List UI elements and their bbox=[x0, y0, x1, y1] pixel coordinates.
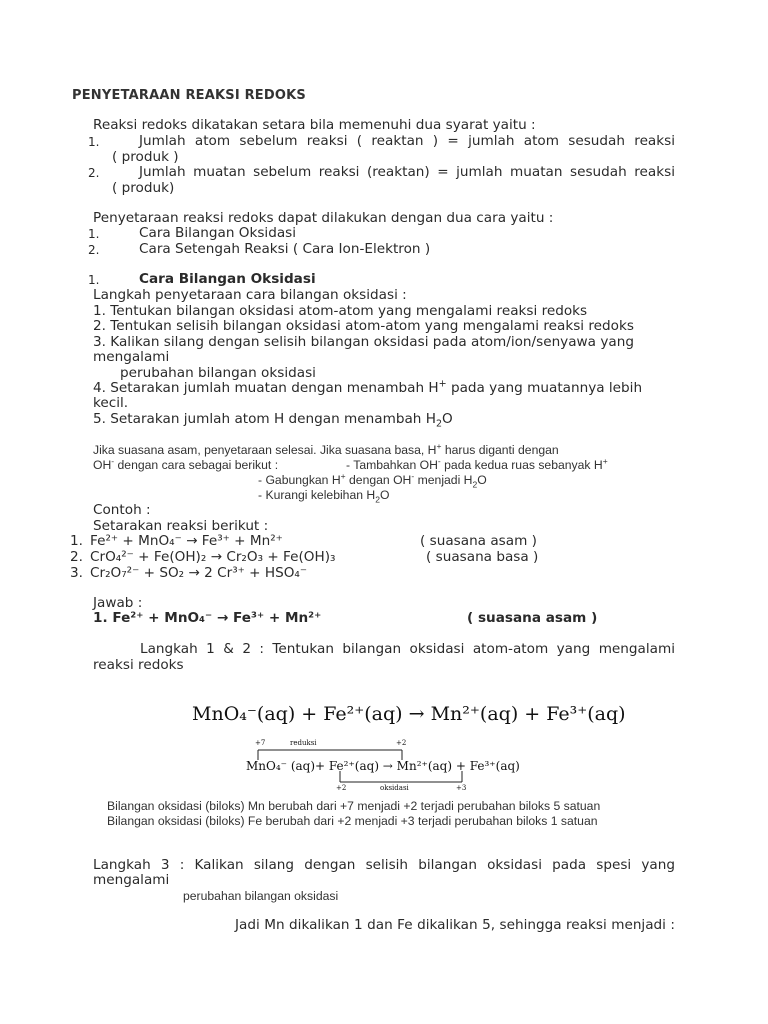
step-5: 5. Setarakan jumlah atom H dengan menambah $H_2O$ bbox=[93, 411, 453, 430]
jadi-text: Jadi Mn dikalikan 1 dan Fe dikalikan 5, sehingga reaksi menjadi : bbox=[235, 917, 675, 933]
step-4-line2: kecil. bbox=[93, 395, 129, 411]
reaction-num-1: 1. bbox=[70, 533, 83, 549]
langkah-intro: Langkah penyetaraan cara bilangan oksidasi : bbox=[93, 287, 407, 303]
reaction-1: Fe²⁺ + MnO₄⁻ → Fe³⁺ + Mn²⁺ bbox=[90, 533, 283, 549]
jawab-label: Jawab : bbox=[93, 595, 143, 611]
reaction-2-cond: ( suasana basa ) bbox=[426, 549, 539, 565]
syarat-2-line1: Jumlah muatan sebelum reaksi (reaktan) = jumlah muatan sesudah reaksi bbox=[139, 164, 675, 180]
step-3-line3: perubahan bilangan oksidasi bbox=[120, 365, 316, 381]
fe-ox-to: +3 bbox=[456, 784, 467, 792]
reaction-num-2: 2. bbox=[70, 549, 83, 565]
note-line4: - Kurangi kelebihan $H_2O$ bbox=[258, 488, 390, 505]
reduksi-label: reduksi bbox=[290, 739, 317, 747]
note-line3: - Gabungkan H+ dengan OH- menjadi $H_2O$ bbox=[258, 470, 487, 490]
section-num: 1. bbox=[88, 273, 100, 287]
cara-num-2: 2. bbox=[88, 243, 100, 257]
figure-equation-top: MnO₄⁻(aq) + Fe²⁺(aq) → Mn²⁺(aq) + Fe³⁺(aq) bbox=[192, 703, 626, 725]
note-line2a: OH- dengan cara sebagai berikut : bbox=[93, 455, 279, 472]
note-line1: Jika suasana asam, penyetaraan selesai. Jika suasana basa, H+ harus diganti dengan bbox=[93, 440, 559, 457]
fe-ox-from: +2 bbox=[336, 784, 347, 792]
syarat-1-line1: Jumlah atom sebelum reaksi ( reaktan ) = jumlah atom sesudah reaksi bbox=[139, 133, 675, 149]
step-1: 1. Tentukan bilangan oksidasi atom-atom yang mengalami reaksi redoks bbox=[93, 303, 588, 319]
step-3-line2: mengalami bbox=[93, 349, 170, 365]
langkah3-line3: perubahan bilangan oksidasi bbox=[183, 889, 339, 903]
reaction-1-cond: ( suasana asam ) bbox=[420, 533, 537, 549]
answer-1-cond: ( suasana asam ) bbox=[467, 610, 598, 626]
page-title: PENYETARAAN REAKSI REDOKS bbox=[72, 88, 306, 103]
cara-num-1: 1. bbox=[88, 227, 100, 241]
biloks-fe: Bilangan oksidasi (biloks) Fe berubah dari +2 menjadi +3 terjadi perubahan biloks 1 satuan bbox=[107, 814, 598, 828]
figure-equation-bottom: MnO₄⁻ (aq)+ Fe²⁺(aq) → Mn²⁺(aq) + Fe³⁺(aq) bbox=[246, 759, 520, 773]
syarat-1-line2: ( produk ) bbox=[112, 149, 179, 165]
mn-ox-from: +7 bbox=[255, 739, 266, 747]
section-heading: Cara Bilangan Oksidasi bbox=[139, 271, 316, 287]
oxidation-brackets bbox=[180, 690, 570, 800]
contoh-intro: Setarakan reaksi berikut : bbox=[93, 518, 269, 534]
reaction-2: CrO₄²⁻ + Fe(OH)₂ → Cr₂O₃ + Fe(OH)₃ bbox=[90, 549, 336, 565]
redox-figure bbox=[180, 690, 626, 800]
step-2: 2. Tentukan selisih bilangan oksidasi atom-atom yang mengalami reaksi redoks bbox=[93, 318, 634, 334]
step-4-line1: 4. Setarakan jumlah muatan dengan menambah H+ pada yang muatannya lebih bbox=[93, 378, 643, 396]
syarat-2-line2: ( produk) bbox=[112, 180, 175, 196]
syarat-num-1: 1. bbox=[88, 135, 100, 149]
contoh-label: Contoh : bbox=[93, 502, 151, 518]
answer-1-eq: 1. Fe²⁺ + MnO₄⁻ → Fe³⁺ + Mn²⁺ bbox=[93, 610, 322, 626]
cara-1: Cara Bilangan Oksidasi bbox=[139, 225, 297, 241]
langkah12-line2: reaksi redoks bbox=[93, 657, 184, 673]
cara-2: Cara Setengah Reaksi ( Cara Ion-Elektron ) bbox=[139, 241, 431, 257]
intro-text: Reaksi redoks dikatakan setara bila memenuhi dua syarat yaitu : bbox=[93, 117, 536, 133]
mn-ox-to: +2 bbox=[396, 739, 407, 747]
langkah12-line1: Langkah 1 & 2 : Tentukan bilangan oksidasi atom-atom yang mengalami bbox=[140, 641, 675, 657]
langkah3-line1: Langkah 3 : Kalikan silang dengan selisih bilangan oksidasi pada spesi yang bbox=[93, 857, 675, 873]
reaction-3: Cr₂O₇²⁻ + SO₂ → 2 Cr³⁺ + HSO₄⁻ bbox=[90, 565, 308, 581]
reaction-num-3: 3. bbox=[70, 565, 83, 581]
langkah3-line2: mengalami bbox=[93, 872, 170, 888]
step-3-line1: 3. Kalikan silang dengan selisih bilangan oksidasi pada atom/ion/senyawa yang bbox=[93, 334, 634, 350]
note-line2b: - Tambahkan OH- pada kedua ruas sebanyak H+ bbox=[346, 455, 608, 472]
syarat-num-2: 2. bbox=[88, 166, 100, 180]
biloks-mn: Bilangan oksidasi (biloks) Mn berubah dari +7 menjadi +2 terjadi perubahan biloks 5 satuan bbox=[107, 799, 601, 813]
cara-intro: Penyetaraan reaksi redoks dapat dilakukan dengan dua cara yaitu : bbox=[93, 210, 554, 226]
oksidasi-label: oksidasi bbox=[380, 784, 409, 792]
